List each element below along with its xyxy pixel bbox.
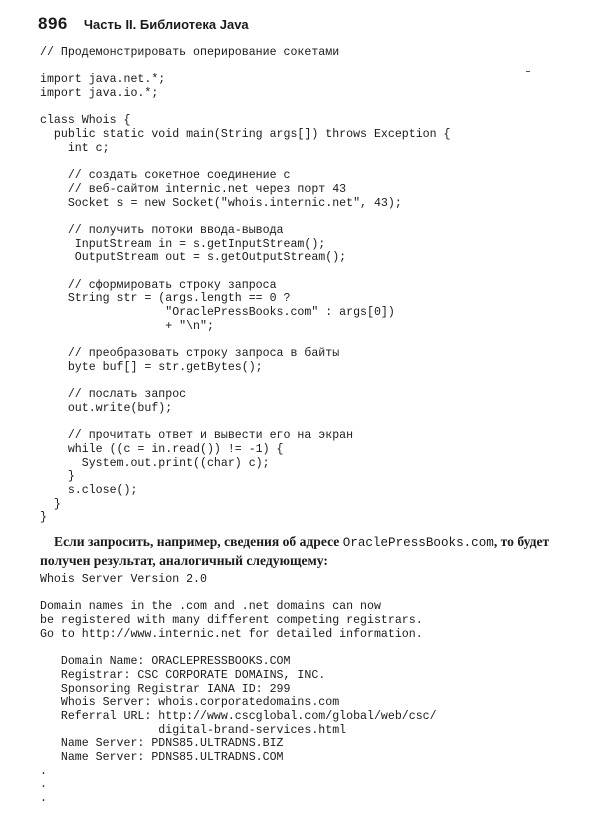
code-line: import java.io.*; <box>40 87 159 101</box>
code-line: System.out.print((char) c); <box>40 456 270 470</box>
code-listing <box>40 46 451 525</box>
output-line: . <box>40 792 47 805</box>
code-line: out.write(buf); <box>40 401 173 415</box>
code-line: // получить потоки ввода-вывода <box>40 223 284 237</box>
stray-mark <box>526 71 530 72</box>
code-line: public static void main(String args[]) throws Exception { <box>40 128 451 142</box>
code-line: // сформировать строку запроса <box>40 278 277 292</box>
code-line: } <box>40 470 75 484</box>
output-line: Domain Name: ORACLEPRESSBOOKS.COM <box>40 655 291 669</box>
output-line: be registered with many different competing registrars. <box>40 614 423 628</box>
code-line: // веб-сайтом internic.net через порт 43 <box>40 182 347 196</box>
code-line: s.close(); <box>40 484 138 497</box>
output-line: . <box>40 764 47 778</box>
code-line <box>40 265 451 279</box>
output-line: Go to http://www.internic.net for detailed information. <box>40 627 423 641</box>
code-line: String str = (args.length == 0 ? <box>40 292 291 306</box>
output-line <box>40 587 437 601</box>
output-line <box>40 641 437 655</box>
body-paragraph <box>40 533 570 570</box>
code-line: Socket s = new Socket("whois.internic.net", 43); <box>40 196 402 210</box>
output-line: . <box>40 778 47 792</box>
output-line: Whois Server: whois.corporatedomains.com <box>40 696 340 710</box>
code-line <box>40 156 451 170</box>
code-line: "OraclePressBooks.com" : args[0]) <box>40 306 395 320</box>
code-line: + "\n"; <box>40 319 214 333</box>
code-line: InputStream in = s.getInputStream(); <box>40 237 326 251</box>
page-number: 896 <box>38 14 68 33</box>
code-line: import java.net.*; <box>40 73 166 87</box>
code-line <box>40 60 451 74</box>
code-line <box>40 210 451 224</box>
output-line: Domain names in the .com and .net domains can now <box>40 600 381 614</box>
output-line: Sponsoring Registrar IANA ID: 299 <box>40 682 291 696</box>
code-line: OutputStream out = s.getOutputStream(); <box>40 251 347 265</box>
output-listing <box>40 573 437 806</box>
code-line: while ((c = in.read()) != -1) { <box>40 442 284 456</box>
code-line: class Whois { <box>40 114 131 128</box>
output-line: digital-brand-services.html <box>40 723 347 737</box>
code-line <box>40 101 451 115</box>
code-line: // прочитать ответ и вывести его на экран <box>40 429 354 443</box>
paragraph-text-end: , то будет получен результат, аналогичный следующему: <box>40 534 550 568</box>
output-line: Whois Server Version 2.0 <box>40 573 207 586</box>
code-line: // создать сокетное соединение с <box>40 169 291 183</box>
page-header <box>38 14 249 38</box>
output-line: Name Server: PDNS85.ULTRADNS.COM <box>40 750 284 764</box>
running-title: Часть II. Библиотека Java <box>83 17 249 32</box>
code-line: // послать запрос <box>40 388 187 402</box>
code-line: // Продемонстрировать оперирование сокетами <box>40 46 340 59</box>
output-line: Name Server: PDNS85.ULTRADNS.BIZ <box>40 737 284 751</box>
code-line: } <box>40 511 47 525</box>
code-line: } <box>40 497 61 511</box>
code-line: int c; <box>40 141 110 155</box>
output-line: Registrar: CSC CORPORATE DOMAINS, INC. <box>40 668 326 682</box>
inline-code-domain: OraclePressBooks.com <box>342 536 494 550</box>
code-line: // преобразовать строку запроса в байты <box>40 347 340 361</box>
code-line <box>40 416 451 430</box>
code-line: byte buf[] = str.getBytes(); <box>40 360 263 374</box>
output-line: Referral URL: http://www.cscglobal.com/global/web/csc/ <box>40 709 437 723</box>
code-line <box>40 333 451 347</box>
paragraph-text-start: Если запросить, например, сведения об адресе <box>54 534 343 549</box>
code-line <box>40 375 451 389</box>
